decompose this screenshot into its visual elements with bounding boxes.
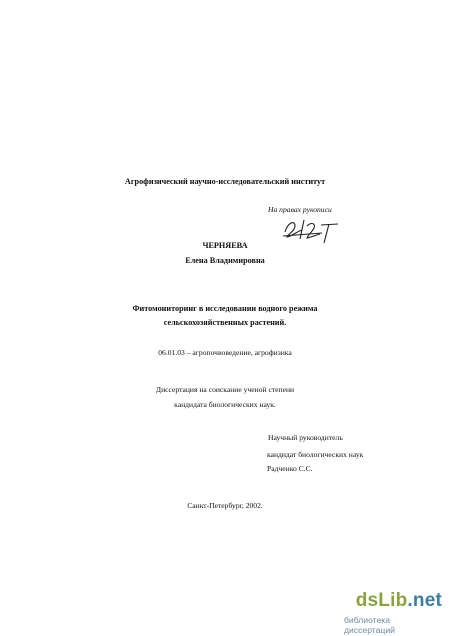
supervisor-name: Радченко С.С.	[267, 464, 313, 473]
place-year: Санкт-Петербург, 2002.	[187, 501, 263, 510]
handwritten-signature	[282, 214, 340, 244]
logo-part-dslib: dsLib	[355, 590, 408, 611]
supervisor-degree: кандидат биологических наук	[267, 450, 364, 459]
logo-part-net: .net	[407, 590, 442, 611]
author-name: Елена Владимировна	[185, 256, 265, 265]
degree-line2: кандидата биологических наук.	[174, 400, 276, 409]
institute-heading: Агрофизический научно-исследовательский институт	[124, 177, 326, 186]
thesis-title-line2: сельскохозяйственных растений.	[163, 318, 287, 327]
specialty-code: 06.01.03 – агропочвоведение, агрофизика	[158, 348, 292, 357]
dslib-logo	[356, 590, 442, 612]
supervisor-title: Научный руководитель	[268, 433, 343, 442]
dslib-watermark	[344, 590, 446, 634]
manuscript-note: На правах рукописи	[268, 205, 332, 214]
thesis-title-line1: Фитомониторинг в исследовании водного режима	[132, 304, 318, 313]
degree-line1: Диссертация на соискание ученой степени	[155, 385, 295, 394]
author-surname: ЧЕРНЯЕВА	[202, 241, 248, 250]
dslib-subtitle: библиотека диссертаций	[344, 615, 395, 635]
